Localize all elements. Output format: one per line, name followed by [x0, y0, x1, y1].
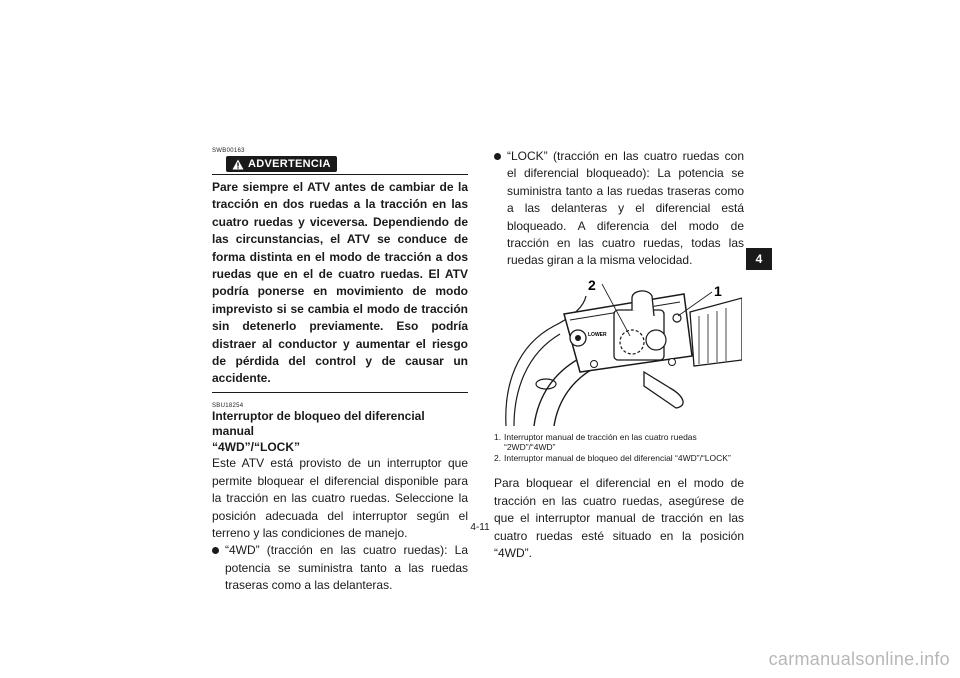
handlebar-switch-illustration [494, 276, 742, 426]
handlebar-switch-figure [494, 276, 742, 426]
warning-badge [226, 156, 337, 172]
watermark: carmanualsonline.info [768, 649, 950, 669]
figure-captions [494, 432, 744, 464]
bullet-lock: “LOCK” (tracción en las cuatro ruedas con el diferencial bloqueado): La potencia se suministra tanto a las ruedas traseras como a las delanteras y el diferencial está bloqueado. A diferencia del modo de tracción en las cuatro ruedas, todas las ruedas giran a la misma velocidad. [494, 148, 744, 270]
warning-code: SWB00163 [212, 148, 245, 154]
bullet-4wd: “4WD” (tracción en las cuatro ruedas): La potencia se suministra tanto a las ruedas traseras como a las delanteras. [212, 542, 468, 594]
chapter-tab: 4 [746, 248, 772, 270]
caption-item: 1. Interruptor manual de tracción en las cuatro ruedas “2WD”/“4WD” [494, 432, 744, 453]
right-column [494, 148, 744, 562]
warning-triangle-icon [232, 159, 244, 170]
callout-2: 2 [588, 276, 596, 293]
page-number: 4-11 [470, 522, 490, 533]
caption-text: Interruptor manual de bloqueo del diferencial “4WD”/“LOCK” [504, 452, 731, 463]
caption-text: Interruptor manual de tracción en las cuatro ruedas “2WD”/“4WD” [504, 431, 697, 453]
caption-item: 2. Interruptor manual de bloqueo del diferencial “4WD”/“LOCK” [494, 452, 731, 463]
callout-1: 1 [714, 282, 722, 299]
warning-header [212, 156, 468, 175]
section-code: SBU18254 [212, 402, 244, 409]
lower-label: LOWER [588, 331, 607, 338]
intro-paragraph: Este ATV está provisto de un interruptor que permite bloquear el diferencial disponible para la tracción en las cuatro ruedas. Seleccione la posición adecuada del interruptor según el terreno y las condiciones de manejo. [212, 456, 468, 540]
warning-label: ADVERTENCIA [248, 158, 331, 170]
lock-instructions-paragraph: Para bloquear el diferencial en el modo de tracción en las cuatro ruedas, asegúrese de que el interruptor manual de tracción en las cuatro ruedas esté situado en la posición “4WD”. [494, 476, 744, 560]
section-heading-line2: “4WD”/“LOCK” [212, 439, 300, 454]
section-heading-line1: Interruptor de bloqueo del diferencial manual [212, 408, 425, 439]
warning-text: Pare siempre el ATV antes de cambiar de la tracción en dos ruedas a la tracción en las cuatro ruedas y viceversa. Dependiendo de las circunstancias, el ATV se conduce de forma distinta en el modo de tracción a dos ruedas que en el de cuatro ruedas. El ATV podría ponerse en movimiento de modo imprevisto si se cambia el modo de tracción sin detenerlo previamente. Eso podría distraer al conductor y aumentar el riesgo de pérdida del control y de causar un accidente. [212, 179, 468, 393]
